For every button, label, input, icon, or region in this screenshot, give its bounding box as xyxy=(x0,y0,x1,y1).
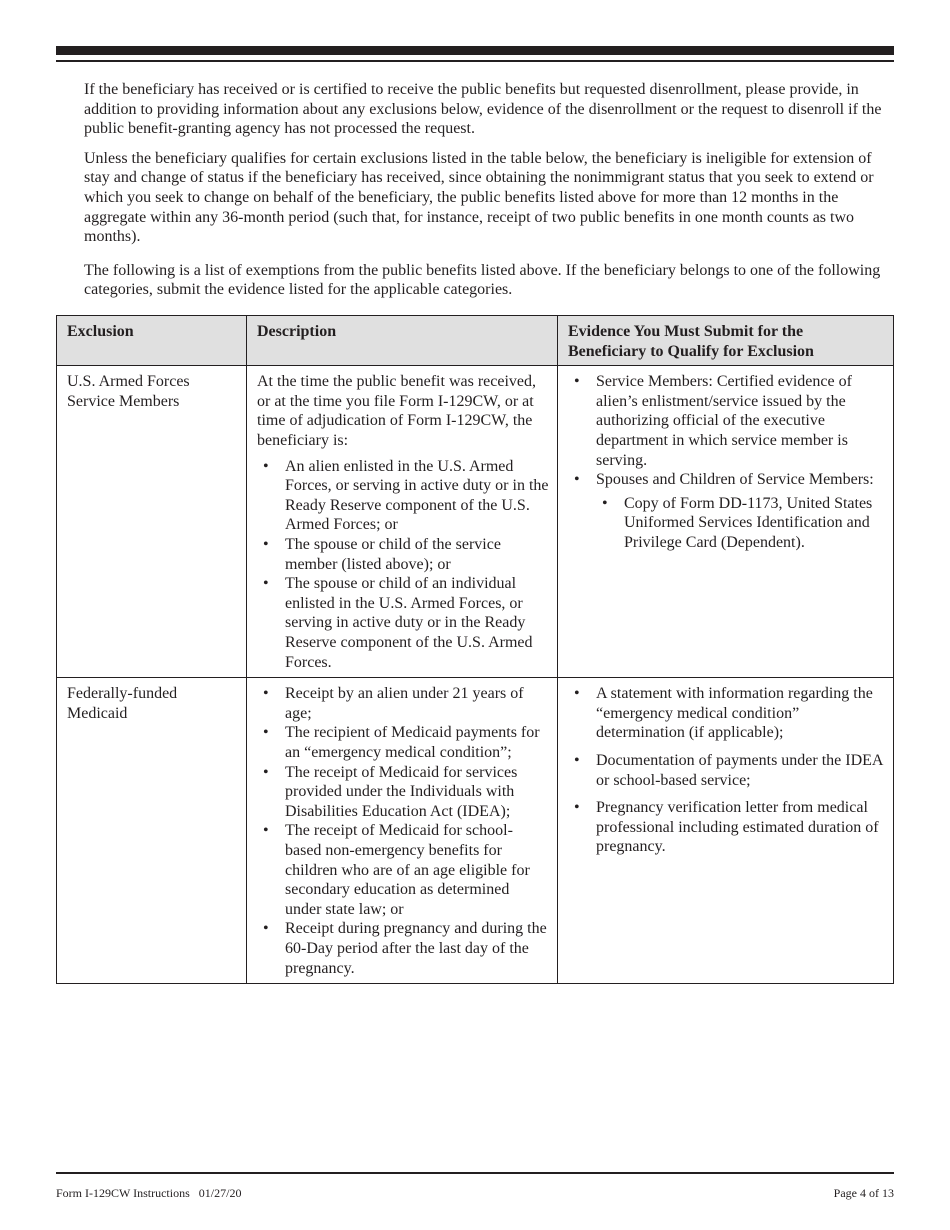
evidence-cell xyxy=(558,678,894,984)
list-item: • A statement with information regarding the “emergency medical condition” determination (if applicable); xyxy=(596,684,885,743)
table-row xyxy=(57,366,894,678)
table-row xyxy=(57,678,894,984)
list-item-text: Spouses and Children of Service Members: xyxy=(596,471,874,489)
exclusions-table xyxy=(56,315,894,984)
footer-page-number: Page 4 of 13 xyxy=(833,1186,894,1200)
list-item: • The receipt of Medicaid for services provided under the Individuals with Disabilities Education Act (IDEA); xyxy=(285,763,549,822)
list-item: • The recipient of Medicaid payments for an “emergency medical condition”; xyxy=(285,723,549,762)
column-header-exclusion: Exclusion xyxy=(57,316,247,366)
list-item: • An alien enlisted in the U.S. Armed Forces, or serving in active duty or in the Ready Reserve component of the U.S. Armed Forces; or xyxy=(285,457,549,535)
list-item: • Pregnancy verification letter from medical professional including estimated duration of pregnancy. xyxy=(596,798,885,857)
list-item: • The receipt of Medicaid for school-based non-emergency benefits for children who are of an age eligible for secondary education as determined under state law; or xyxy=(285,821,549,919)
column-header-description: Description xyxy=(247,316,558,366)
intro-text xyxy=(84,80,896,310)
list-item: • The spouse or child of an individual enlisted in the U.S. Armed Forces, or serving in active duty or in the Ready Reserve component of the U.S. Armed Forces. xyxy=(285,574,549,672)
exclusion-cell: Federally-funded Medicaid xyxy=(57,678,247,984)
paragraph-exemptions: The following is a list of exemptions from the public benefits listed above. If the beneficiary belongs to one of the following categories, submit the evidence listed for the applicable categories. xyxy=(84,261,881,299)
description-intro: At the time the public benefit was received, or at the time you file Form I-129CW, or at time of adjudication of Form I-129CW, the beneficiary is: xyxy=(257,373,537,449)
list-item: • Service Members: Certified evidence of alien’s enlistment/service issued by the authorizing official of the executive department in which service member is serving. xyxy=(596,372,885,470)
description-cell xyxy=(247,366,558,678)
list-item xyxy=(596,470,885,552)
table-header-row xyxy=(57,316,894,366)
sub-list-item: • Copy of Form DD-1173, United States Uniformed Services Identification and Privilege Card (Dependent). xyxy=(624,494,885,553)
list-item: • The spouse or child of the service member (listed above); or xyxy=(285,535,549,574)
footer-rule xyxy=(56,1172,894,1174)
column-header-evidence: Evidence You Must Submit for the Beneficiary to Qualify for Exclusion xyxy=(558,316,894,366)
evidence-cell xyxy=(558,366,894,678)
exclusion-cell: U.S. Armed Forces Service Members xyxy=(57,366,247,678)
paragraph-ineligibility: Unless the beneficiary qualifies for certain exclusions listed in the table below, the beneficiary is ineligible for extension of stay and change of status if the beneficiary has received, since obtaining the nonimmigrant status that you seek to extend or which you seek to change on behalf of the beneficiary, the public benefits listed above for more than 12 months in the aggregate within any 36-month period (such that, for instance, receipt of two public benefits in one month counts as two months). xyxy=(84,149,874,246)
list-item: • Receipt by an alien under 21 years of age; xyxy=(285,684,549,723)
header-rule-thin xyxy=(56,60,894,62)
list-item: • Documentation of payments under the IDEA or school-based service; xyxy=(596,751,885,790)
description-cell xyxy=(247,678,558,984)
list-item: • Receipt during pregnancy and during the 60-Day period after the last day of the pregnancy. xyxy=(285,919,549,978)
paragraph-disenrollment: If the beneficiary has received or is certified to receive the public benefits but requested disenrollment, please provide, in addition to providing information about any exclusions below, evidence of the disenrollment or the request to disenroll if the public benefit-granting agency has not processed the request. xyxy=(84,81,882,138)
header-rule-thick xyxy=(56,46,894,55)
footer-form-info: Form I-129CW Instructions 01/27/20 xyxy=(56,1186,242,1200)
